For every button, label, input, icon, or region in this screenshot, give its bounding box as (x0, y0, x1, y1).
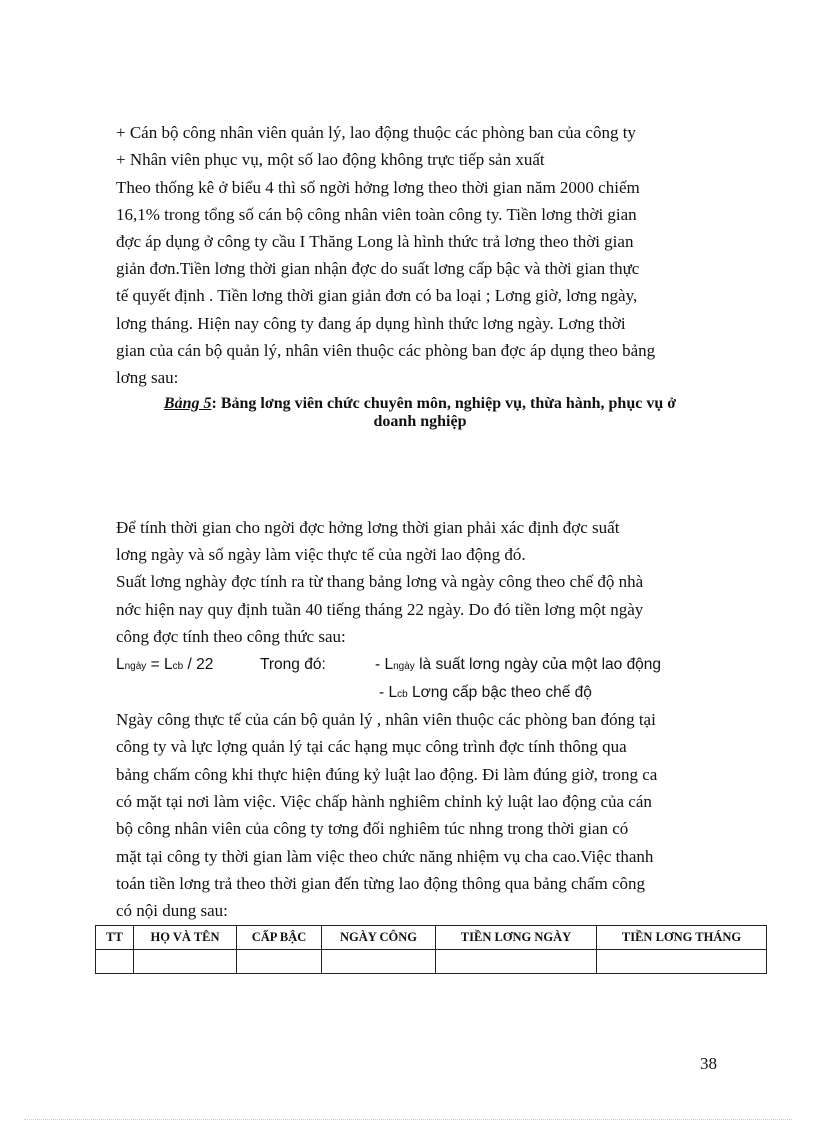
text-line: nớc hiện nay quy định tuần 40 tiếng tháng 22 ngày. Do đó tiền lơng một ngày (116, 600, 644, 619)
table-header-cell: CẤP BẬC (237, 926, 322, 950)
text-line: bảng chấm công khi thực hiện đúng kỷ luật lao động. Đi làm đúng giờ, trong ca (116, 765, 658, 784)
text-line: lơng ngày và số ngày làm việc thực tế của ngời lao động đó. (116, 545, 526, 564)
text-line: Để tính thời gian cho ngời đợc hởng lơng thời gian phải xác định đợc suất (116, 518, 620, 537)
table-title-label: Bảng 5 (163, 395, 212, 412)
text-line: đợc áp dụng ở công ty cầu I Thăng Long là hình thức trả lơng theo thời gian (116, 232, 634, 251)
table-title-text: : Bảng lơng viên chức chuyên môn, nghiệp vụ, thừa hành, phục vụ ở (211, 395, 677, 412)
formula: Lngày = Lcb / 22 (116, 656, 214, 673)
table-cell (322, 950, 436, 974)
text-line: gian của cán bộ quản lý, nhân viên thuộc các phòng ban đợc áp dụng theo bảng (116, 341, 656, 360)
footer-divider (24, 1119, 792, 1120)
table-header-cell: HỌ VÀ TÊN (134, 926, 237, 950)
text-line: bộ công nhân viên của công ty tơng đối nghiêm túc nhng trong thời gian có (116, 819, 629, 838)
text-line: công đợc tính theo công thức sau: (116, 627, 346, 646)
text-line: + Cán bộ công nhân viên quản lý, lao động thuộc các phòng ban của công ty (116, 123, 636, 142)
table-title-line2: doanh nghiệp (373, 413, 467, 430)
text-line: 16,1% trong tổng số cán bộ công nhân viên toàn công ty. Tiền lơng thời gian (116, 205, 637, 224)
text-line: Ngày công thực tế của cán bộ quản lý , nhân viên thuộc các phòng ban đóng tại (116, 710, 656, 729)
text-line: giản đơn.Tiền lơng thời gian nhận đợc do suất lơng cấp bậc và thời gian thực (116, 259, 640, 278)
text-line: mặt tại công ty thời gian làm việc theo chức năng nhiệm vụ cha cao.Việc thanh (116, 847, 654, 866)
timesheet-table (95, 925, 767, 974)
text-line: + Nhân viên phục vụ, một số lao động không trực tiếp sản xuất (116, 150, 545, 169)
text-line: có nội dung sau: (116, 901, 228, 920)
table-header-cell: TIỀN LƠNG THÁNG (597, 926, 767, 950)
formula-definition: - Lngày là suất lơng ngày của một lao động (375, 656, 662, 673)
formula-definition: - Lcb Lơng cấp bậc theo chế độ (379, 684, 592, 701)
text-line: công ty và lực lợng quản lý tại các hạng mục công trình đợc tính thông qua (116, 737, 627, 756)
text-line: Theo thống kê ở biểu 4 thì số ngời hởng lơng theo thời gian năm 2000 chiếm (116, 178, 640, 197)
text-line: tế quyết định . Tiền lơng thời gian giản đơn có ba loại ; Lơng giờ, lơng ngày, (116, 286, 638, 305)
text-line: Suất lơng nghày đợc tính ra từ thang bảng lơng và ngày công theo chế độ nhà (116, 572, 644, 591)
table-header-row (96, 926, 767, 950)
formula-where-label: Trong đó: (260, 656, 326, 673)
text-line: có mặt tại nơi làm việc. Việc chấp hành nghiêm chỉnh kỷ luật lao động của cán (116, 792, 652, 811)
table-cell (134, 950, 237, 974)
table-title (100, 395, 740, 413)
text-line: lơng tháng. Hiện nay công ty đang áp dụng hình thức lơng ngày. Lơng thời (116, 314, 626, 333)
table-cell (436, 950, 597, 974)
table-cell (96, 950, 134, 974)
table-header-cell: TIỀN LƠNG NGÀY (436, 926, 597, 950)
table-header-cell: NGÀY CÔNG (322, 926, 436, 950)
table-cell (237, 950, 322, 974)
table-header-cell: TT (96, 926, 134, 950)
table-row (96, 950, 767, 974)
text-line: lơng sau: (116, 368, 179, 387)
page-number: 38 (700, 1054, 717, 1073)
text-line: toán tiền lơng trả theo thời gian đến từng lao động thông qua bảng chấm công (116, 874, 646, 893)
table-cell (597, 950, 767, 974)
